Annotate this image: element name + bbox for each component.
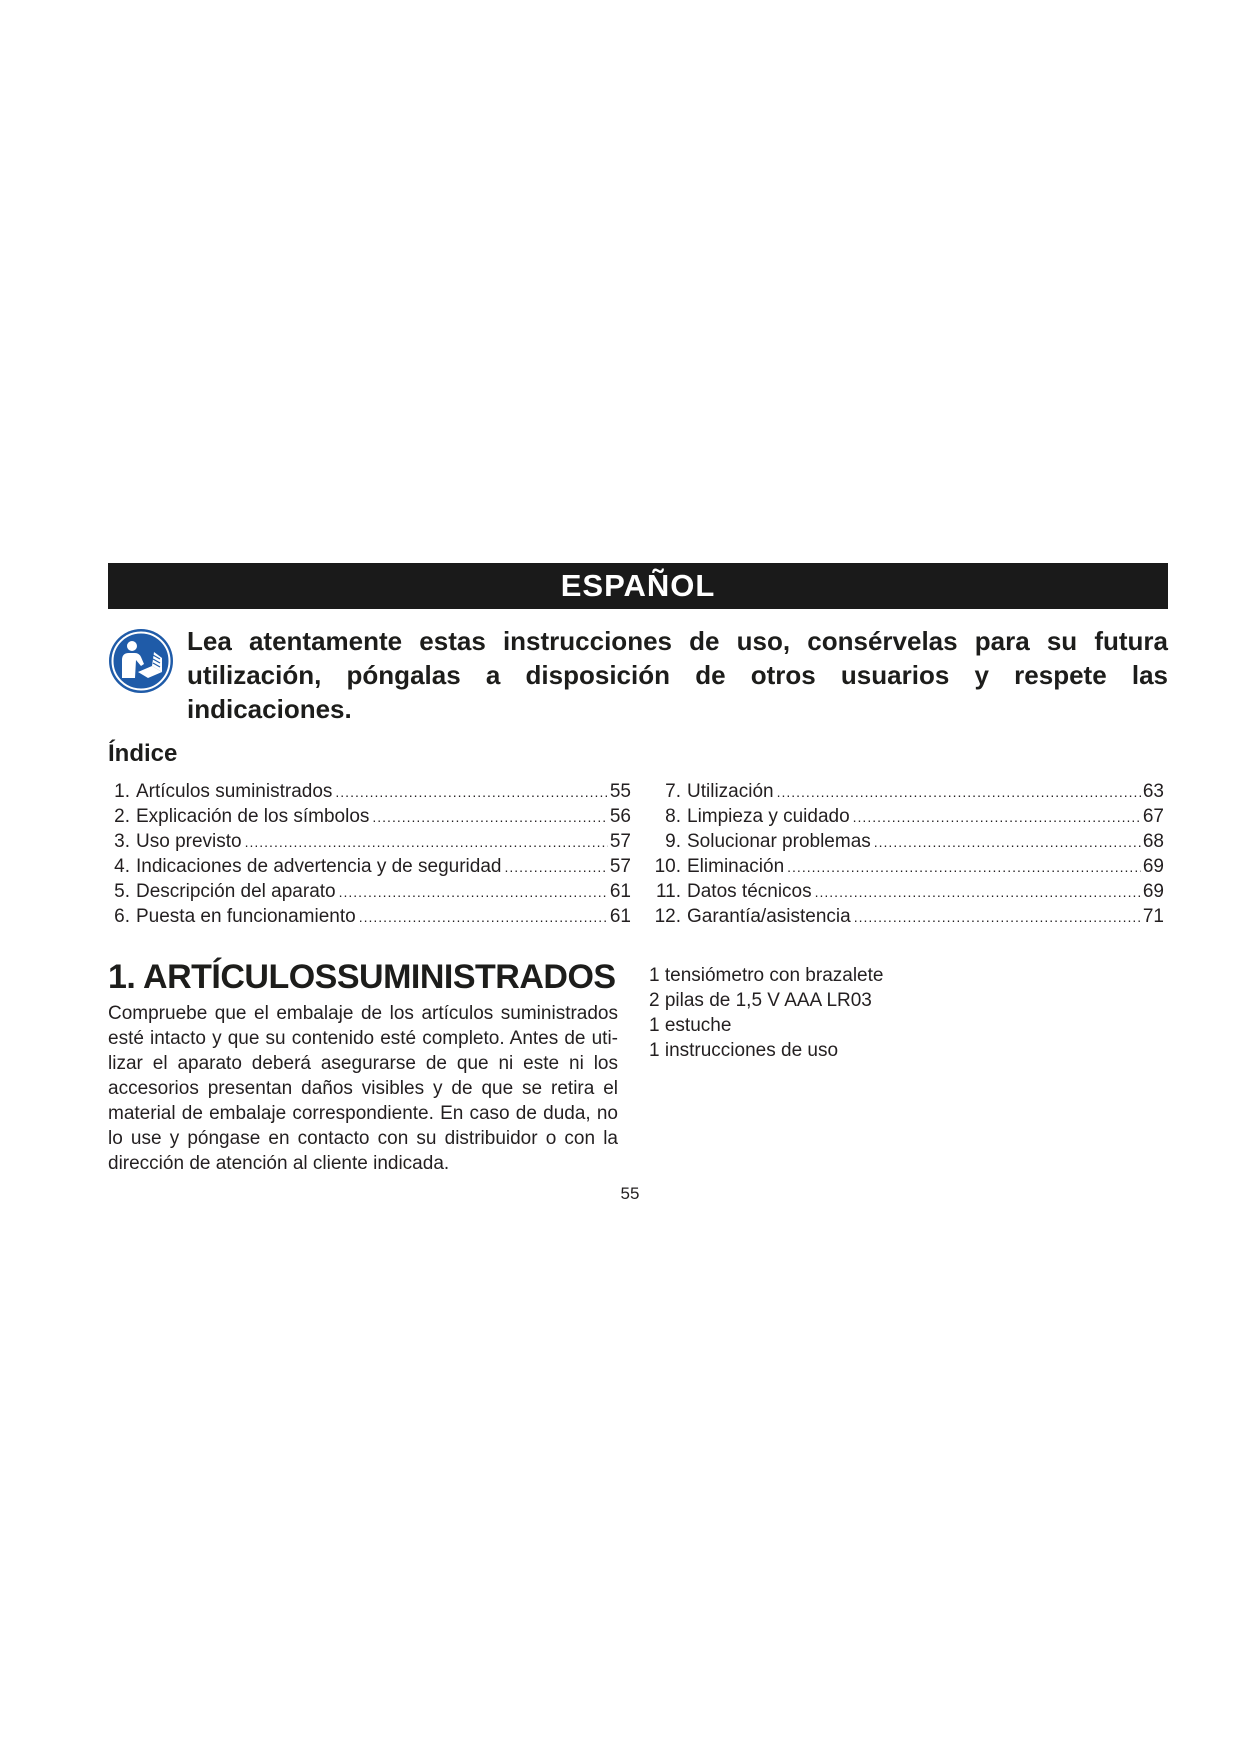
toc-entry: 9. Solucionar problemas ..... 68	[651, 829, 1164, 854]
toc-leader-dots	[874, 830, 1141, 855]
read-instructions-notice	[108, 624, 1168, 724]
section-body-text: Compruebe que el embalaje de los artículos suministrados esté intacto y que su contenido esté completo. Antes de utilizar el aparato deberá asegurarse de que ni este ni los accesorios presentan daños visibles y de que se retira el material de embalaje correspondiente. En caso de duda, no lo use y póngase en contacto con su distribuidor o con la dirección de atención al cliente indicada.	[108, 1003, 618, 1174]
toc-entry-page: 57	[609, 831, 631, 852]
toc-left-column	[108, 779, 631, 929]
read-manual-icon	[108, 628, 174, 694]
section-heading: 1. ARTÍCULOSSUMINISTRADOS	[108, 958, 616, 996]
language-title: ESPAÑOL	[560, 568, 716, 603]
toc-entry: 10. Eliminación ..... 69	[651, 854, 1164, 879]
toc-entry-page: 57	[609, 856, 631, 877]
toc-entry: 1. Artículos suministrados ..... 55	[108, 779, 631, 804]
toc-right-column	[651, 779, 1164, 929]
toc-entry-label: Garantía/asistencia	[687, 906, 851, 927]
toc-entry-label: Puesta en funcionamiento	[136, 906, 356, 927]
list-item: 1 instrucciones de uso	[649, 1040, 839, 1061]
toc-leader-dots	[335, 780, 607, 805]
toc-entry-page: 67	[1142, 806, 1164, 827]
toc-entry-page: 63	[1142, 781, 1164, 802]
toc-leader-dots	[504, 855, 607, 880]
toc-entry: 2. Explicación de los símbolos ..... 56	[108, 804, 631, 829]
toc-entry-label: Artículos suministrados	[136, 781, 333, 802]
toc-entry: 4. Indicaciones de advertencia y de seguridad ..... 57	[108, 854, 631, 879]
toc-entry-page: 69	[1142, 856, 1164, 877]
toc-entry: 5. Descripción del aparato ..... 61	[108, 879, 631, 904]
toc-entry: 7. Utilización ..... 63	[651, 779, 1164, 804]
toc-leader-dots	[854, 905, 1141, 930]
notice-text: Lea atentamente estas instrucciones de uso, consérvelas para su futura utilización, póngalas a disposición de otros usuarios y respete las indicaciones.	[187, 626, 1168, 724]
toc-leader-dots	[245, 830, 608, 855]
toc-entry-label: Eliminación	[687, 856, 785, 877]
toc-entry: 12. Garantía/asistencia ..... 71	[651, 904, 1164, 929]
page-number: 55	[620, 1184, 640, 1203]
toc-leader-dots	[853, 805, 1141, 830]
toc-entry-page: 56	[609, 806, 631, 827]
list-item: 1 tensiómetro con brazalete	[649, 965, 884, 986]
toc-entry-page: 61	[609, 881, 631, 902]
toc-entry-page: 68	[1142, 831, 1164, 852]
toc-entry-label: Indicaciones de advertencia y de seguridad	[136, 856, 502, 877]
toc-leader-dots	[777, 780, 1141, 805]
toc-leader-dots	[339, 880, 608, 905]
toc-leader-dots	[359, 905, 608, 930]
supplied-items-list	[649, 963, 883, 1063]
toc-leader-dots	[815, 880, 1141, 905]
toc-entry: 11. Datos técnicos ..... 69	[651, 879, 1164, 904]
toc-leader-dots	[787, 855, 1141, 880]
index-title: Índice	[108, 740, 178, 767]
toc-entry-label: Utilización	[687, 781, 774, 802]
toc-entry-label: Descripción del aparato	[136, 881, 336, 902]
toc-leader-dots	[372, 805, 607, 830]
toc-entry-label: Uso previsto	[136, 831, 242, 852]
toc-entry-page: 71	[1142, 906, 1164, 927]
toc-entry-label: Datos técnicos	[687, 881, 812, 902]
list-item: 2 pilas de 1,5 V AAA LR03	[649, 990, 872, 1011]
toc-entry: 8. Limpieza y cuidado ..... 67	[651, 804, 1164, 829]
language-banner	[108, 563, 1168, 609]
toc-entry-page: 69	[1142, 881, 1164, 902]
toc-entry: 3. Uso previsto ..... 57	[108, 829, 631, 854]
toc-entry: 6. Puesta en funcionamiento ..... 61	[108, 904, 631, 929]
toc-entry-label: Explicación de los símbolos	[136, 806, 370, 827]
list-item: 1 estuche	[649, 1015, 732, 1036]
toc-entry-page: 55	[609, 781, 631, 802]
toc-entry-page: 61	[609, 906, 631, 927]
toc-entry-label: Solucionar problemas	[687, 831, 871, 852]
toc-entry-label: Limpieza y cuidado	[687, 806, 850, 827]
